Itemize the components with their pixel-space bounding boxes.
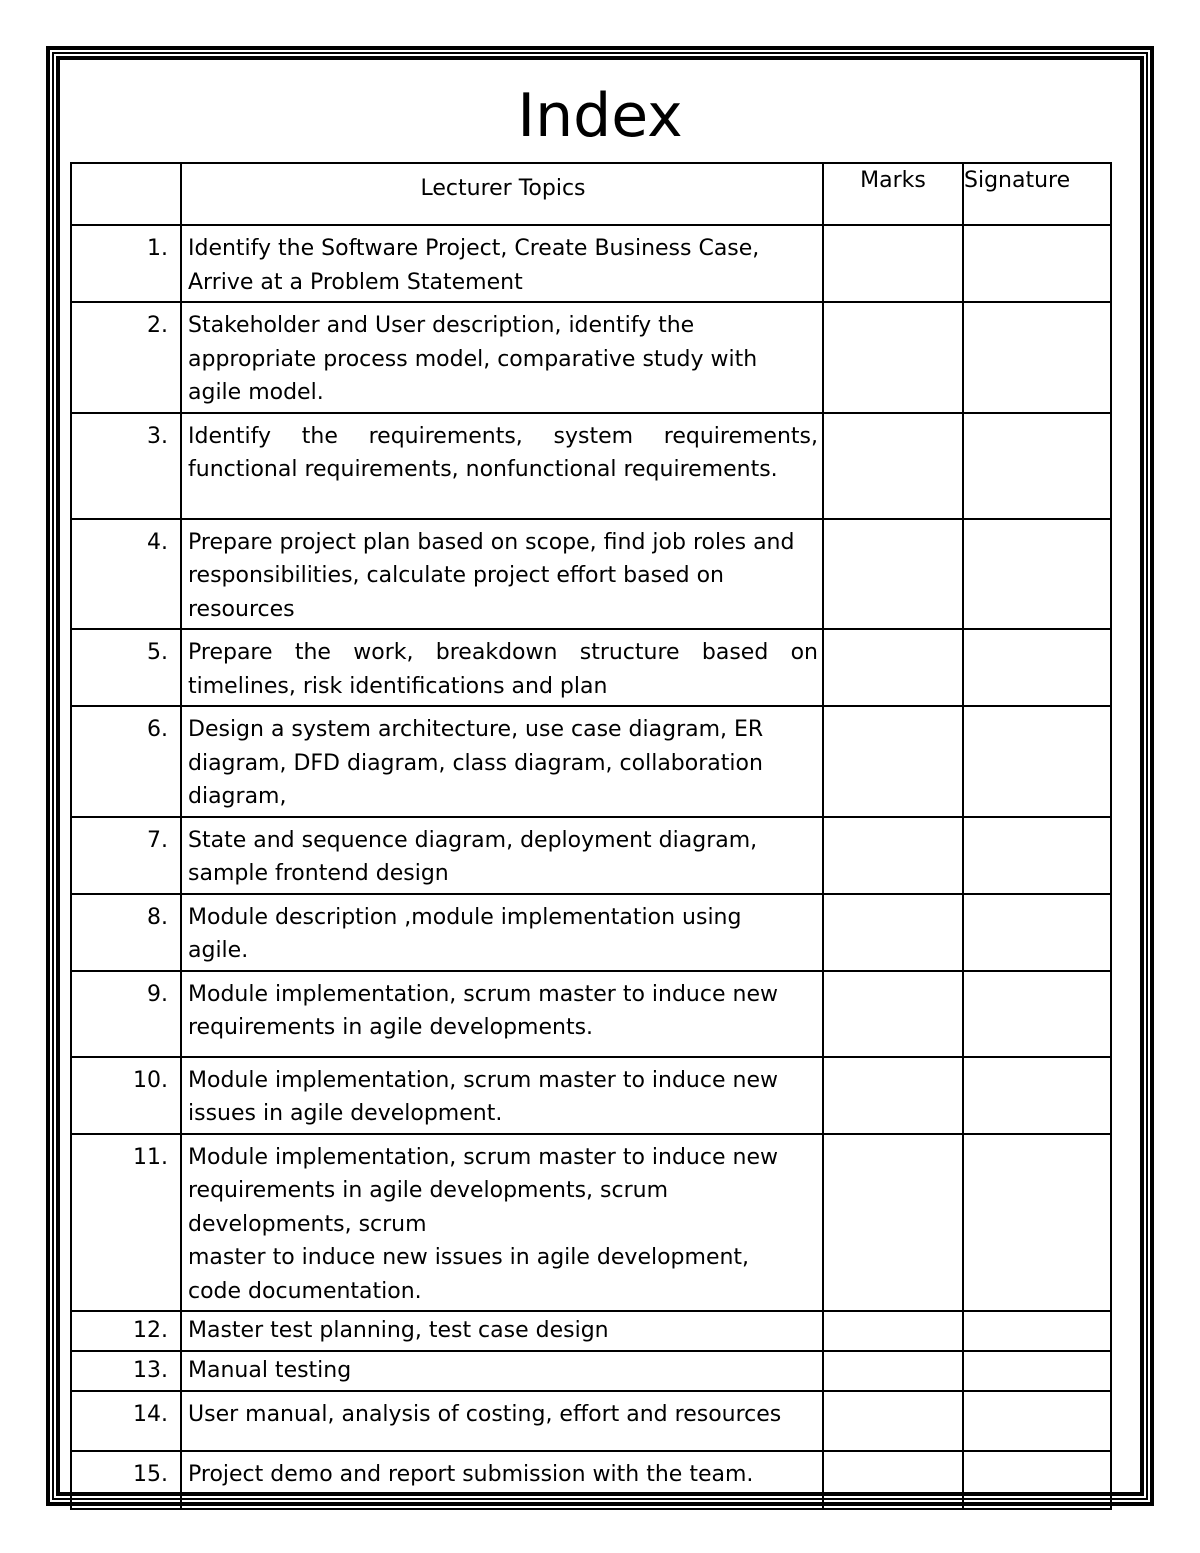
index-table [70, 162, 1112, 1510]
row-topic: Design a system architecture, use case diagram, ER diagram, DFD diagram, class diagram, collaboration diagram, [181, 706, 823, 817]
row-topic: User manual, analysis of costing, effort and resources [181, 1391, 823, 1451]
row-signature [963, 706, 1111, 817]
row-number: 15. [71, 1451, 181, 1509]
table-row [71, 519, 1111, 630]
row-marks [823, 519, 963, 630]
table-row [71, 817, 1111, 894]
row-signature [963, 1311, 1111, 1351]
row-marks [823, 1134, 963, 1312]
row-marks [823, 1351, 963, 1391]
table-row [71, 1057, 1111, 1134]
row-signature [963, 519, 1111, 630]
row-signature [963, 1057, 1111, 1134]
table-row [71, 971, 1111, 1057]
row-number: 14. [71, 1391, 181, 1451]
row-topic: Identify the requirements, system requirements, functional requirements, nonfunctional requirements. [181, 413, 823, 519]
header-signature: Signature [963, 163, 1111, 225]
row-signature [963, 971, 1111, 1057]
row-number: 8. [71, 894, 181, 971]
table-row [71, 225, 1111, 302]
row-signature [963, 225, 1111, 302]
table-row [71, 629, 1111, 706]
row-signature [963, 1391, 1111, 1451]
header-topic: Lecturer Topics [181, 163, 823, 225]
row-marks [823, 817, 963, 894]
row-topic: Stakeholder and User description, identify the appropriate process model, comparative study with agile model. [181, 302, 823, 413]
table-row [71, 706, 1111, 817]
row-topic: Master test planning, test case design [181, 1311, 823, 1351]
row-number: 7. [71, 817, 181, 894]
row-signature [963, 1451, 1111, 1509]
table-row [71, 1391, 1111, 1451]
row-topic: Identify the Software Project, Create Business Case, Arrive at a Problem Statement [181, 225, 823, 302]
row-signature [963, 302, 1111, 413]
row-topic: Manual testing [181, 1351, 823, 1391]
row-signature [963, 817, 1111, 894]
row-signature [963, 413, 1111, 519]
row-marks [823, 629, 963, 706]
row-signature [963, 1134, 1111, 1312]
table-row [71, 302, 1111, 413]
row-number: 12. [71, 1311, 181, 1351]
row-topic: Module implementation, scrum master to induce new requirements in agile developments. [181, 971, 823, 1057]
row-topic: Prepare the work, breakdown structure based on timelines, risk identifications and plan [181, 629, 823, 706]
row-marks [823, 894, 963, 971]
row-number: 5. [71, 629, 181, 706]
row-topic: Project demo and report submission with the team. [181, 1451, 823, 1509]
row-topic: Module implementation, scrum master to induce new requirements in agile developments, scrum developments, scrum master to induce new issues in agile development, code documentation. [181, 1134, 823, 1312]
table-row [71, 1311, 1111, 1351]
row-topic: Module implementation, scrum master to induce new issues in agile development. [181, 1057, 823, 1134]
row-signature [963, 629, 1111, 706]
table-row [71, 1134, 1111, 1312]
row-signature [963, 894, 1111, 971]
row-number: 3. [71, 413, 181, 519]
table-row [71, 1351, 1111, 1391]
table-row [71, 894, 1111, 971]
row-signature [963, 1351, 1111, 1391]
row-topic: Prepare project plan based on scope, find job roles and responsibilities, calculate project effort based on resources [181, 519, 823, 630]
row-number: 2. [71, 302, 181, 413]
row-number: 6. [71, 706, 181, 817]
row-topic: Module description ,module implementation using agile. [181, 894, 823, 971]
row-marks [823, 1057, 963, 1134]
row-marks [823, 302, 963, 413]
row-number: 4. [71, 519, 181, 630]
row-number: 11. [71, 1134, 181, 1312]
row-marks [823, 225, 963, 302]
row-marks [823, 413, 963, 519]
header-marks: Marks [823, 163, 963, 225]
row-marks [823, 971, 963, 1057]
table-header-row [71, 163, 1111, 225]
row-number: 9. [71, 971, 181, 1057]
row-number: 10. [71, 1057, 181, 1134]
header-number [71, 163, 181, 225]
row-marks [823, 1451, 963, 1509]
row-topic: State and sequence diagram, deployment diagram, sample frontend design [181, 817, 823, 894]
page-title: Index [517, 81, 683, 151]
table-row [71, 1451, 1111, 1509]
table-row [71, 413, 1111, 519]
row-marks [823, 1391, 963, 1451]
row-marks [823, 706, 963, 817]
row-number: 1. [71, 225, 181, 302]
row-number: 13. [71, 1351, 181, 1391]
row-marks [823, 1311, 963, 1351]
